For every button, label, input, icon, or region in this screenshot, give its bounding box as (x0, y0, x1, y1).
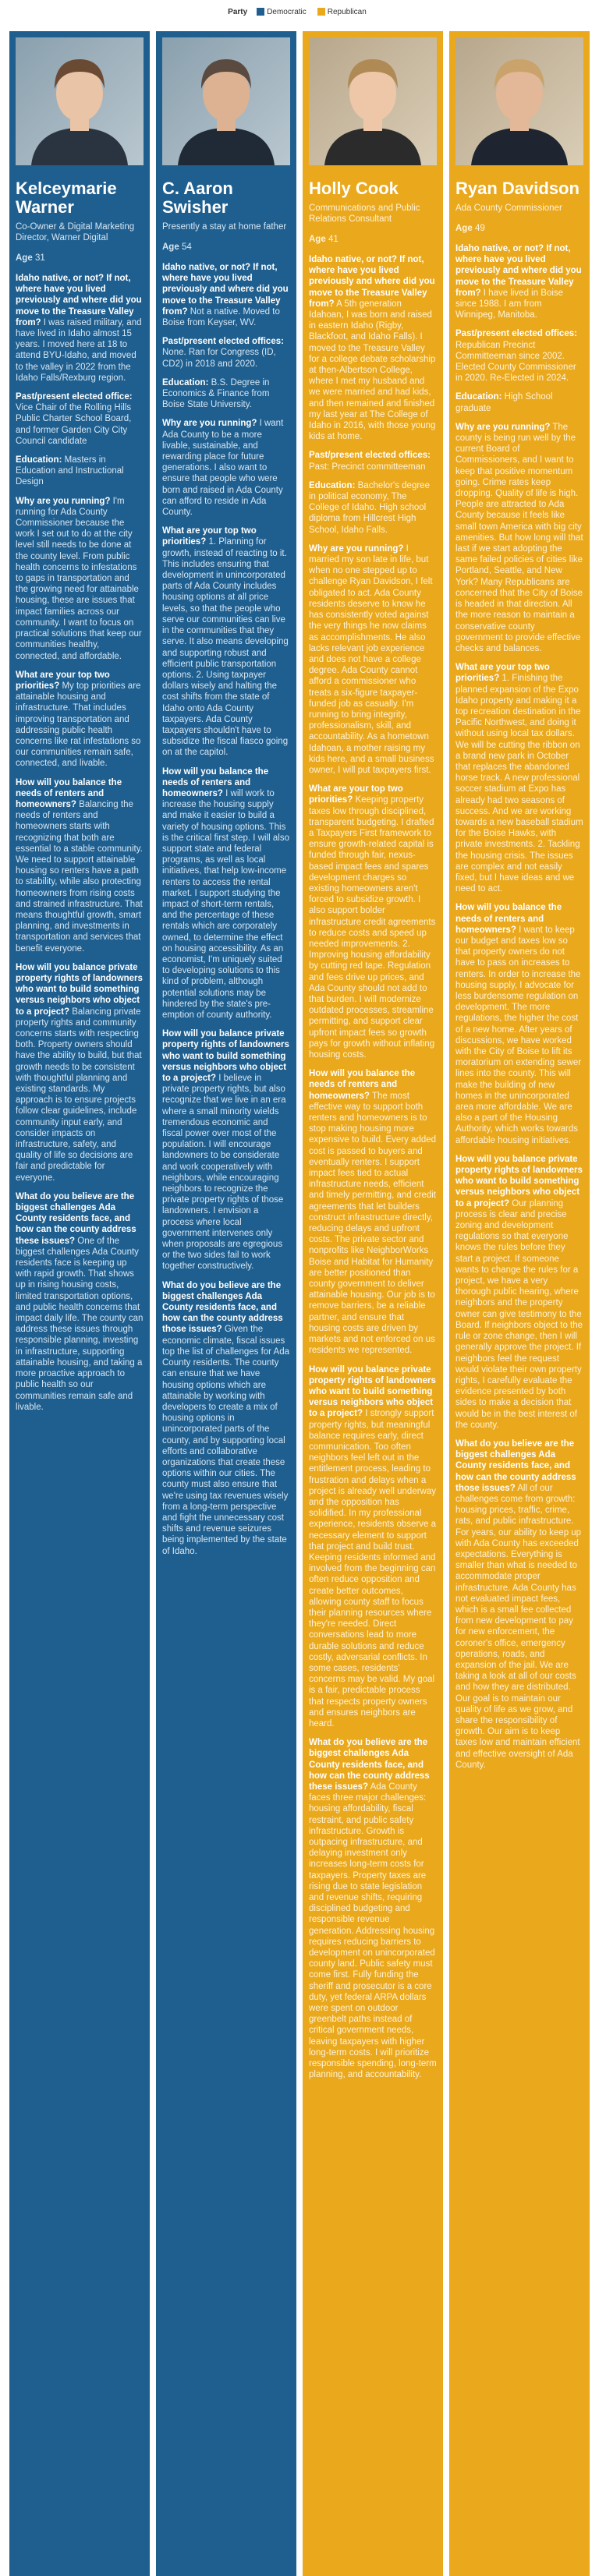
question-text: How will you balance the needs of renters and homeowners? (16, 777, 122, 809)
answer-text: Balancing the needs of renters and homeowners starts with recognizing that both are essential to a stable community. We need to support attainable housing so renters have a path to stability, while also protecting homeowners from rising costs and strained infrastructure. That means thoughtful growth, smart planning, and investments in transportation and services that benefit everyone. (16, 799, 143, 954)
candidate-card (303, 31, 443, 2576)
question-text: What do you believe are the biggest challenges Ada County residents face, and how can the county address these issues? (309, 1738, 430, 1792)
candidate-photo-icon (162, 37, 290, 165)
legend-item-republican (317, 8, 367, 16)
answer-text: The county is being run well by the current Board of Commissioners, and I want to keep that positive momentum going. Crime rates keep dropping. Quality of life is high. People are attracted to Ada County because it feels like small town America with big city amenities. But how long will that last if we start adopting the same failed policies of cities like Portland, Seattle, and New York? Many Republicans are concerned that the City of Boise is headed in that direction. All the more reason to maintain a conservative county government to provide effective checks and balances. (455, 422, 583, 653)
qa-item (309, 254, 437, 442)
legend-swatch-democratic (257, 8, 264, 16)
age-label: Age (162, 242, 179, 252)
question-text: Education: (455, 392, 502, 402)
age-label: Age (16, 253, 33, 263)
qa-item (455, 902, 583, 1145)
question-text: Past/present elected offices: (162, 337, 284, 347)
qa-item (162, 1280, 290, 1557)
answer-text: I married my son late in life, but when no one stepped up to challenge Ryan Davidson, I felt obligated to act. Ada County residents deserve to know he has consistently voted against the very things he now claims as accomplishments. He also lacks relevant job experience and does not have a college degree. Ada County cannot afford a commissioner who treats a six-figure taxpayer-funded job as casually. I'm running to bring integrity, professionalism, skill, and accountability. As a hometown Idahoan, a mother raising my kids here, and a small business owner, I will put taxpayers first. (309, 543, 434, 775)
candidate-role: Co-Owner & Digital Marketing Director, Warner Digital (16, 222, 135, 242)
answer-text: B.S. Degree in Economics & Finance from Boise State University. (162, 377, 270, 410)
age-label: Age (309, 235, 326, 244)
answer-text: I want Ada County to be a more livable, sustainable, and rewarding place for future generations. I also want to ensure that people who were born and raised in Ada County can afford to reside in Ada County. (162, 419, 284, 518)
candidate-name: Kelceymarie Warner (16, 179, 117, 217)
answer-text: I'm running for Ada County Commissioner because the work I set out to do at the city level still needs to be done at the county level. From public health concerns to infestations to gaps in transportation and the growing need for attainable housing, these are issues that impact families across our community. I want to focus on practical solutions that keep our communities healthy, connected, and affordable. (16, 496, 142, 661)
qa-item (309, 1737, 437, 2080)
question-text: Education: (16, 455, 62, 465)
legend-label-republican: Republican (327, 7, 367, 16)
qa-item (16, 496, 144, 662)
question-text: How will you balance private property rights of landowners who want to build something versus neighbors who object to a project? (309, 1364, 436, 1419)
qa-item (16, 391, 144, 447)
question-text: Education: (309, 480, 356, 490)
qa-item (16, 1191, 144, 1413)
qa-item (309, 480, 437, 536)
answer-text: I have lived in Boise since 1988. I am from Winnipeg, Manitoba. (455, 288, 564, 320)
answer-text: High School graduate (455, 392, 553, 413)
age-value: 31 (34, 253, 45, 263)
candidate-role: Ada County Commissioner (455, 203, 562, 213)
answer-text: One of the biggest challenges Ada County residents face is keeping up with rapid growth. That shows up in rising housing costs, limited transportation options, and public health concerns that impact daily life. The county can address these issues through responsible planning, investing in infrastructure, supporting attainable housing, and taking a more proactive approach to public health so our communities remain safe and livable. (16, 1236, 144, 1412)
question-text: Past/present elected offices: (455, 329, 577, 339)
qa-item (16, 962, 144, 1184)
answer-text: Republican Precinct Committeeman since 2002. Elected County Commissioner in 2020. Re-Elected in 2024. (455, 340, 576, 384)
answer-text: I strongly support property rights, but meaningful balance requires early, direct communication. Too often neighbors feel left out in the entitlement process, leading to frustration and delays when a project is already well underway and the opposition has solidified. In my professional experience, residents observe a necessary element to support that project and build trust. Keeping residents informed and involved from the beginning can often reduce opposition and create better outcomes, allowing county staff to focus their planning resources where they're needed. Direct conversations lead to more durable solutions and reduce costly, adversarial conflicts. In some cases, residents' concerns may be valid. My goal is a fair, predictable process that respects property owners and ensures neighbors are heard. (309, 1409, 437, 1729)
qa-item (309, 1364, 437, 1730)
answer-text: 1. Planning for growth, instead of reacting to it. This includes ensuring that development in unincorporated parts of Ada County includes housing options at all price levels, so that the people who serve our communities can live in the communities that they serve. It also means developing and supporting robust and efficient public transportation options. 2. Using taxpayer dollars wisely and halting the cost shifts from the state of Idaho onto Ada County taxpayers. Ada County taxpayers shouldn't have to subsidize the fiscal fiasco going on at the capitol. (162, 537, 289, 758)
age-value: 41 (328, 235, 338, 244)
question-text: Why are you running? (16, 496, 111, 506)
question-text: What are your top two priorities? (309, 784, 403, 805)
answer-text: A 5th generation Idahoan, I was born and raised in eastern Idaho (Rigby, Blackfoot, and Idaho Falls). I moved to the Treasure Valley for a college debate scholarship at then-Albertson College, where I met my husband and we were married and had kids, and then remained and finished my last year at The College of Idaho in 2016, with those young kids at home. (309, 299, 436, 442)
question-text: Past/present elected office: (16, 392, 133, 402)
answer-text: Balancing private property rights and community concerns starts with respecting both. Property owners should have the ability to build, but that growth needs to be consistent with thoughtful planning and existing standards. My approach is to ensure projects follow clear guidelines, include community input early, and consider impacts on infrastructure, safety, and quality of life so decisions are fair and predictable for everyone. (16, 1007, 142, 1183)
question-text: How will you balance the needs of renters and homeowners? (162, 766, 269, 798)
qa-item (16, 777, 144, 954)
question-text: What are your top two priorities? (162, 526, 257, 547)
answer-text: I believe in private property rights, but also recognize that we live in an era where a small minority wields tremendous economic and fiscal power over most of the population. I will encourage landowners to be considerate and work cooperatively with neighbors, while encouraging neighbors to recognize the private property rights of those landowners. I envision a process where local government intervenes only when proposals are egregious or the two sides fail to work together constructively. (162, 1074, 286, 1272)
question-text: Why are you running? (309, 543, 404, 554)
legend-title: Party (228, 7, 248, 16)
qa-item (455, 1438, 583, 1771)
answer-text: I was raised military, and have lived in Idaho almost 15 years. I moved here at 18 to attend BYU-Idaho, and moved to the valley in 2022 from the Idaho Falls/Rexburg region. (16, 317, 142, 383)
qa-item (162, 262, 290, 328)
answer-text: All of our challenges come from growth: housing prices, traffic, crime, rats, and public infrastructure. For years, our ability to keep up with Ada County has exceeded expectations. Everything is smaller than what is needed to accommodate proper infrastructure. Ada County has not evaluated impact fees, which is a small fee collected from new development to pay for new enforcement, the coroner's office, emergency operations, roads, and expansion of the jail. We are taking a look at all of our costs and how they are distributed. Our goal is to maintain our quality of life as we grow, and share the responsibility of growth. Our aim is to keep taxes low and maintain efficient and effective oversight of Ada County. (455, 1483, 582, 1770)
qa-item (455, 422, 583, 654)
question-text: Idaho native, or not? If not, where have you lived previously and where did you move to the Treasure Valley from? (16, 274, 142, 327)
qa-item (309, 784, 437, 1060)
candidate-role: Communications and Public Relations Consultant (309, 203, 420, 224)
question-text: Idaho native, or not? If not, where have you lived previously and where did you move to the Treasure Valley from? (309, 255, 435, 309)
qa-item (16, 273, 144, 384)
question-text: Why are you running? (455, 422, 551, 432)
candidate-photo-icon (16, 37, 144, 165)
answer-text: I want to keep our budget and taxes low so that property owners do not have to pass on increases to renters. In order to increase the housing supply, I advocate for less burdensome regulation on development. The more regulations, the higher the cost of a new home. After years of discussions, we have worked with the City of Boise to lift its moratorium on extending sewer lines into the county. This will make the building of new homes in the unincorporated area more affordable. We are also a part of the Housing Authority, which works towards affordable housing initiatives. (455, 925, 582, 1145)
question-text: Idaho native, or not? If not, where have you lived previously and where did you move to the Treasure Valley from? (455, 244, 582, 298)
legend-swatch-republican (317, 8, 325, 16)
qa-item (455, 1154, 583, 1431)
answer-text: Given the economic climate, fiscal issues top the list of challenges for Ada County residents. The county can ensure that we have housing options which are attainable by working with developers to create a mix of housing options in unincorporated parts of the county, and by supporting local efforts and collaborative organizations that create these options within our cities. The county must also ensure that we're using tax revenues wisely from a long-term perspective and fight the unnecessary cost shifts and revenue seizures being implemented by the state of Idaho. (162, 1325, 290, 1556)
answer-text: Keeping property taxes low through disciplined, transparent budgeting. I drafted a Taxpayers First framework to ensure growth-related capital is funded through fair, nexus-based impact fees and spares development charges so existing homeowners aren't forced to subsidize growth. I also support bolder infrastructure credit agreements to reduce costs and speed up needed improvements. 2. Improving housing affordability by cutting red tape. Regulation and fees drive up prices, and Ada County should not add to that burden. I will modernize outdated processes, streamline permitting, and support clear upfront impact fees so growth pays for growth without inflating housing costs. (309, 795, 436, 1060)
candidate-age (309, 234, 437, 245)
question-text: What do you believe are the biggest challenges Ada County residents face, and how can the county address those issues? (455, 1438, 576, 1493)
answer-text: Past: Precinct committeeman (309, 462, 426, 472)
legend-item-democratic (257, 8, 307, 16)
legend-label-democratic: Democratic (267, 7, 307, 16)
question-text: What do you believe are the biggest challenges Ada County residents face, and how can the county address those issues? (162, 1280, 283, 1335)
candidate-name: Ryan Davidson (455, 179, 580, 198)
answer-text: Ada County faces three major challenges: housing affordability, fiscal restraint, and public safety infrastructure. Growth is outpacing infrastructure, and delaying investment only increases long-term costs for taxpayers. Property taxes are rising due to state legislation and revenue shifts, requiring disciplined budgeting and responsible revenue generation. Addressing housing requires reducing barriers to development on unincorporated county land. Public safety must come first. Fully funding the sheriff and prosecutor is a core duty, yet federal ARPA dollars were spent on outdoor greenbelt paths instead of critical government needs, leaving taxpayers with higher long-term costs. I will prioritize responsible spending, long-term planning, and accountability. (309, 1782, 437, 2080)
answer-text: 1. Finishing the planned expansion of the Expo Idaho property and making it a top recreation destination in the Pacific Northwest, and doing it without using local tax dollars. We will be cutting the ribbon on a brand new park in October that replaces the abandoned horse track. A new professional soccer stadium at Expo has already had two seasons of success. And we are working towards a new baseball stadium for the Boise Hawks, with private investments. 2. Tackling the housing crisis. The issues are complex and not easily fixed, but I have ideas and we need to act. (455, 674, 583, 894)
candidate-name: Holly Cook (309, 179, 399, 198)
qa-item (16, 670, 144, 770)
question-text: What do you believe are the biggest challenges Ada County residents face, and how can the county address these issues? (16, 1191, 136, 1246)
age-label: Age (455, 224, 473, 233)
answer-text: I will work to increase the housing supply and make it easier to build a variety of housing options. This is the critical first step. I will also support state and federal programs, as well as local initiatives, that help low-income renters to access the rental market. I support studying the impact of short-term rentals, and the percentage of these rentals which are corporately owned, to determine the effect on housing accessibility. As an economist, I'm uniquely suited to developing solutions to this kind of problem, although potential solutions may be hindered by the state's pre-emption of county authority. (162, 788, 289, 1020)
age-value: 54 (181, 242, 192, 252)
question-text: Why are you running? (162, 419, 257, 429)
candidate-age (16, 253, 144, 264)
qa-item (162, 377, 290, 411)
answer-text: Bachelor's degree in political economy, The College of Idaho. High school diploma from Hillcrest High School, Idaho Falls. (309, 480, 430, 535)
answer-text: Not a native. Moved to Boise from Keyser, WV. (162, 306, 280, 328)
candidate-age (455, 223, 583, 234)
qa-item (162, 766, 290, 1021)
question-text: Past/present elected offices: (309, 451, 431, 461)
question-text: How will you balance private property rights of landowners who want to build something versus neighbors who object to a project? (16, 962, 143, 1017)
answer-text: My top priorities are attainable housing and infrastructure. That includes improving transportation and addressing public health concerns like rat infestations so our communities remain safe, connected, and livable. (16, 681, 141, 769)
qa-item (16, 455, 144, 488)
answer-text: None. Ran for Congress (ID, CD2) in 2018 and 2020. (162, 348, 276, 369)
question-text: Education: (162, 377, 209, 387)
qa-item (162, 336, 290, 370)
candidate-grid (9, 31, 590, 2576)
qa-item (162, 525, 290, 758)
question-text: How will you balance the needs of renters and homeowners? (455, 903, 562, 935)
qa-item (309, 450, 437, 472)
answer-text: Our planning process is clear and precise zoning and development regulations so that everyone knows the rules before they start a project. If someone wants to change the rules for a project, we have a very thorough public hearing, where neighbors and the property owner can give testimony to the Board. If neighbors object to the rule or zone change, then I will generally approve the project. If neighbors feel the request would violate their own property rights, I carefully evaluate the evidence presented by both sides to make a decision that would be in the best interest of the county. (455, 1198, 583, 1430)
age-value: 49 (474, 224, 485, 233)
candidate-card (449, 31, 590, 2576)
question-text: Idaho native, or not? If not, where have you lived previously and where did you move to the Treasure Valley from? (162, 263, 289, 317)
qa-item (162, 418, 290, 518)
qa-item (455, 243, 583, 320)
question-text: How will you balance the needs of renters and homeowners? (309, 1069, 416, 1101)
qa-item (162, 1028, 290, 1272)
candidate-card (9, 31, 150, 2576)
qa-item (309, 543, 437, 776)
answer-text: The most effective way to support both renters and homeowners is to stop making housing more expensive to build. Every added cost is passed to buyers and eventually renters. I support impact fees tied to actual infrastructure needs, efficient and timely permitting, and credit agreements that let builders construct infrastructure directly, reducing delays and upfront costs. The private sector and nonprofits like NeighborWorks Boise and Habitat for Humanity are better positioned than county government to deliver attainable housing. Our job is to remove barriers, be a reliable partner, and ensure that housing costs are driven by markets and not enforced on us residents we represented. (309, 1091, 437, 1356)
candidate-name: C. Aaron Swisher (162, 179, 233, 217)
candidate-card (156, 31, 296, 2576)
question-text: What are your top two priorities? (16, 670, 110, 691)
qa-item (455, 391, 583, 413)
qa-item (309, 1068, 437, 1356)
qa-item (455, 328, 583, 384)
question-text: How will you balance private property rights of landowners who want to build something versus neighbors who object to a project? (455, 1154, 583, 1208)
question-text: How will you balance private property rights of landowners who want to build something versus neighbors who object to a project? (162, 1029, 289, 1084)
answer-text: Masters in Education and Instructional Design (16, 455, 124, 487)
answer-text: Vice Chair of the Rolling Hills Public Charter School Board, and former Garden City City Council candidate (16, 403, 132, 446)
candidate-photo-icon (455, 37, 583, 165)
candidate-photo-icon (309, 37, 437, 165)
question-text: What are your top two priorities? (455, 663, 550, 684)
legend (0, 0, 599, 23)
candidate-age (162, 242, 290, 253)
candidate-role: Presently a stay at home father (162, 222, 287, 232)
qa-item (455, 662, 583, 894)
